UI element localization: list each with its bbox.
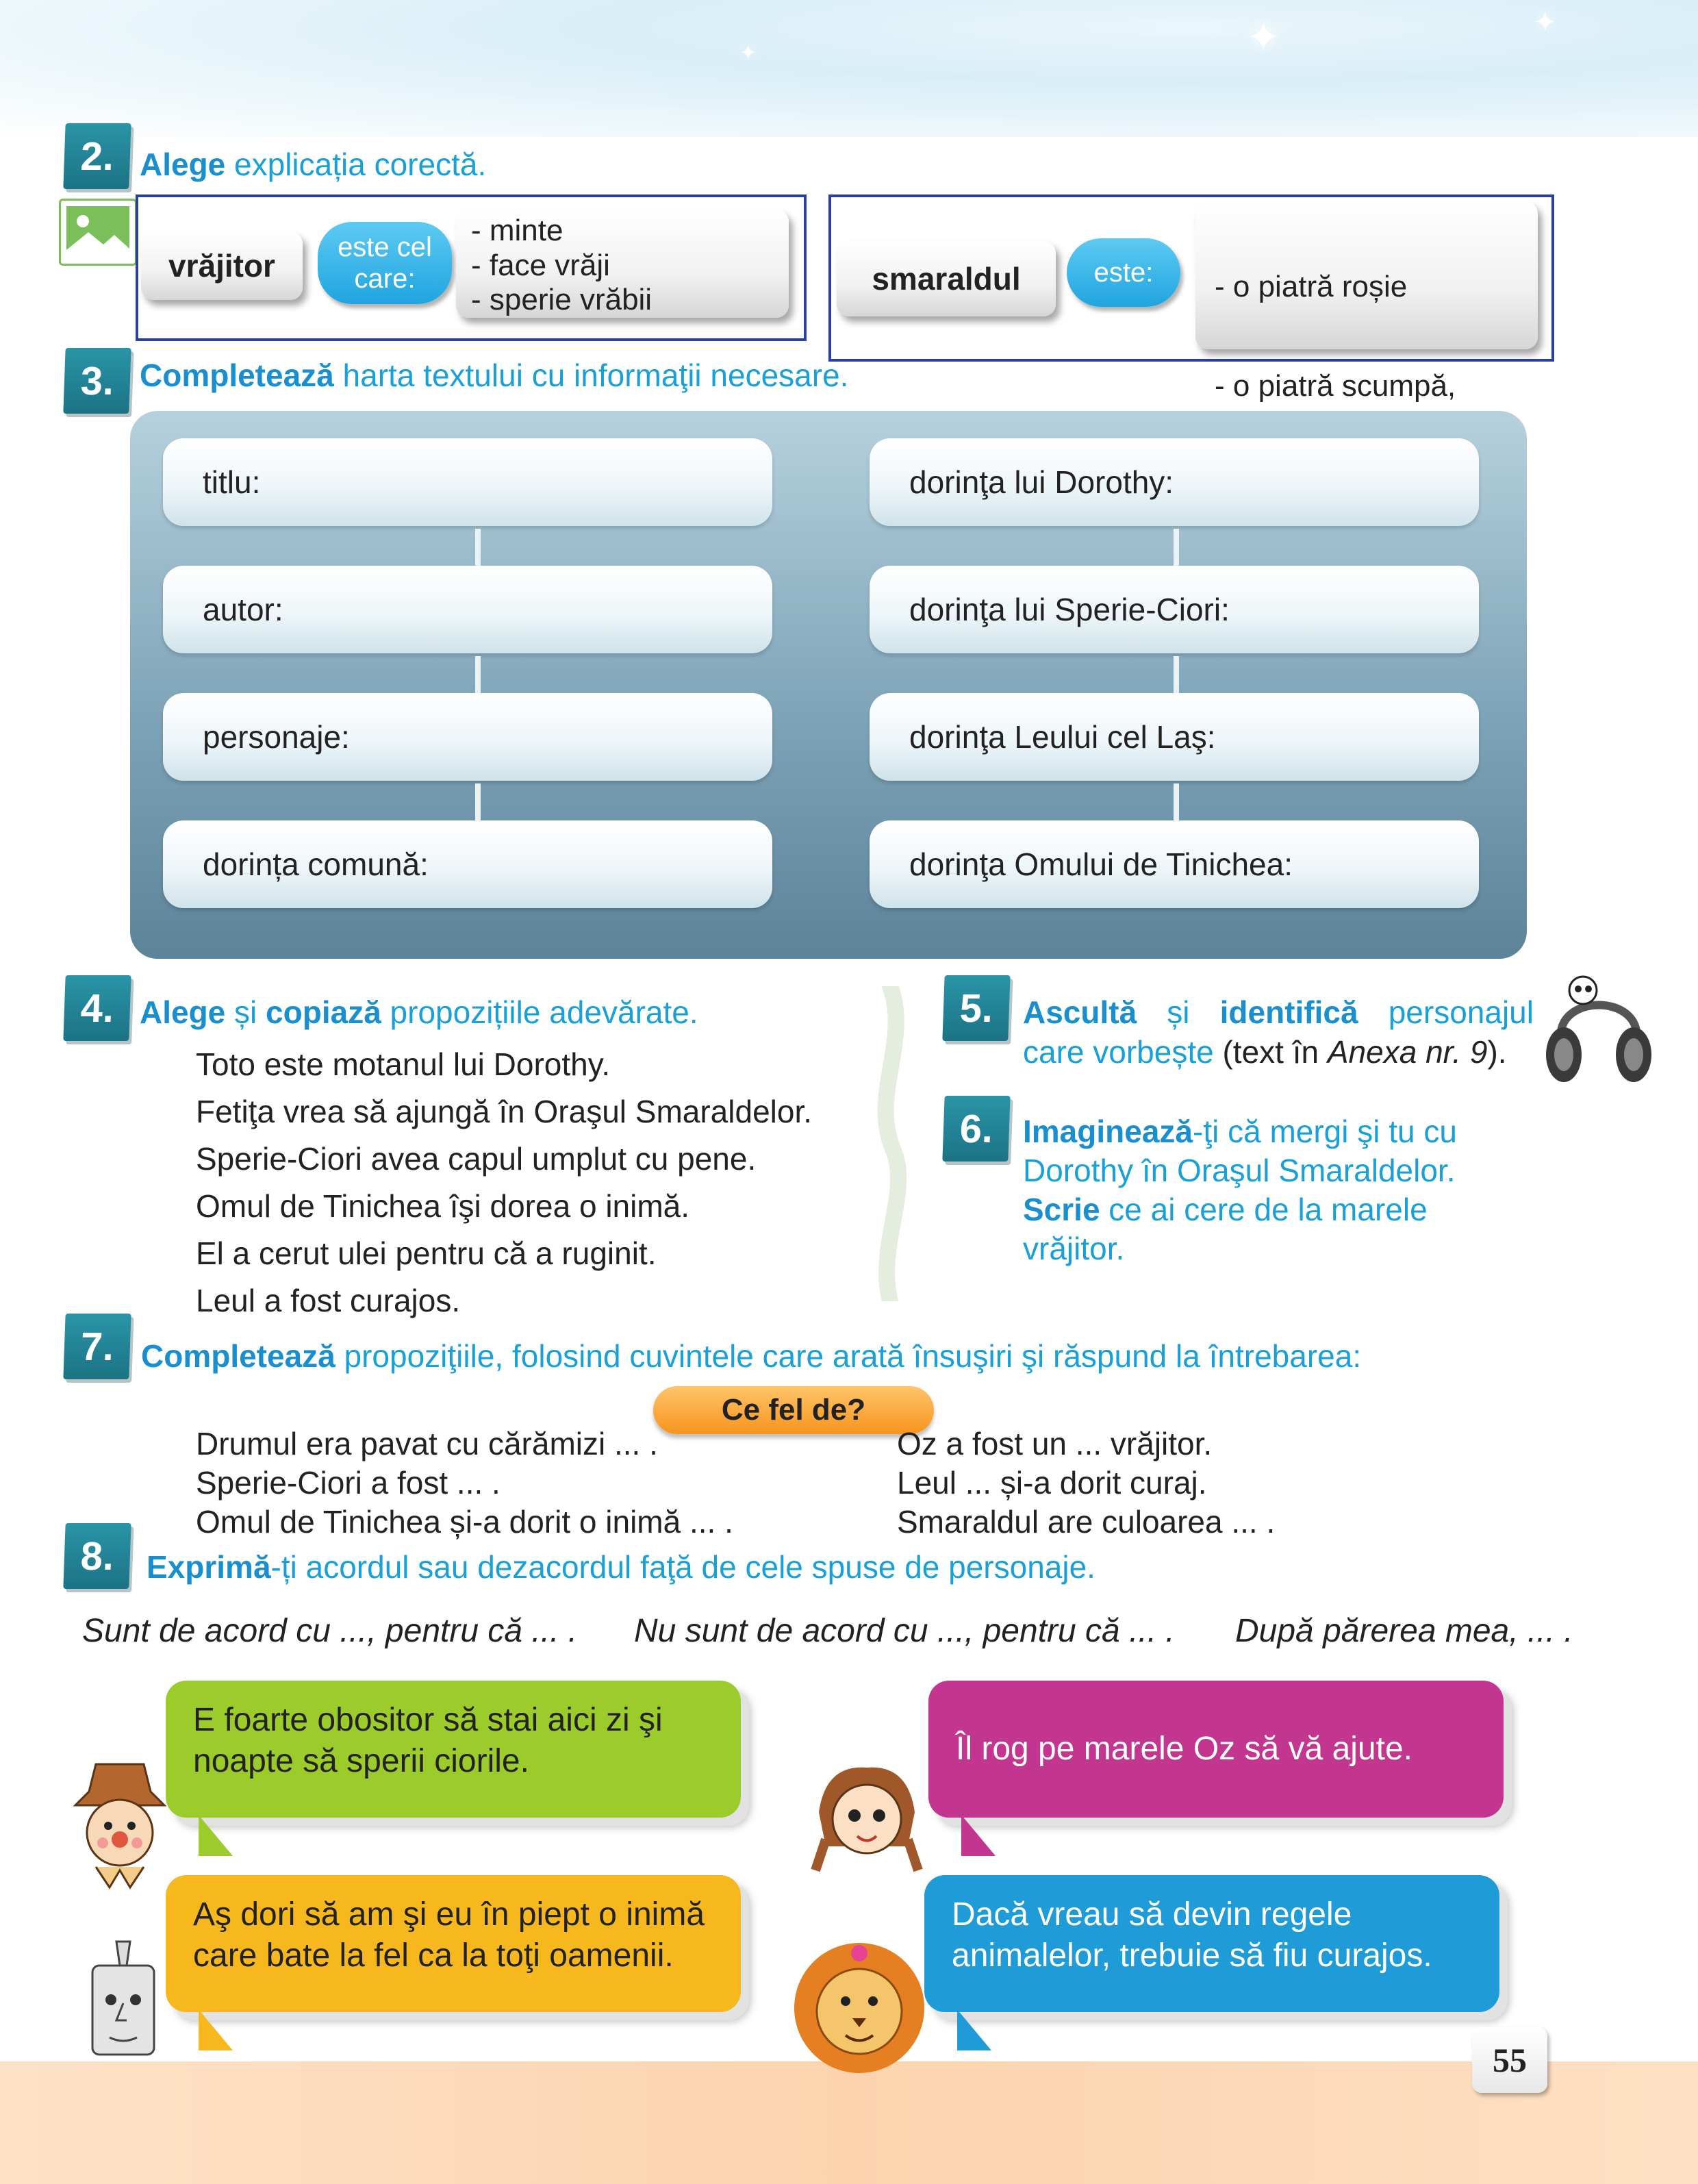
bubble-tail xyxy=(961,1815,996,1856)
map-field-titlu[interactable]: titlu: xyxy=(163,438,772,526)
option-item[interactable]: - sperie vrăbii xyxy=(471,283,652,317)
exercise-5-instruction xyxy=(1023,993,1534,1072)
top-decorative-band xyxy=(0,0,1698,137)
instruction-text: și xyxy=(1167,994,1190,1030)
phrase-disagree: Nu sunt de acord cu ..., pentru că ... . xyxy=(634,1613,1175,1649)
exercise-6-instruction xyxy=(1023,1112,1534,1268)
smaraldul-definition-box xyxy=(828,194,1554,403)
lion-character xyxy=(787,1933,931,2076)
connector-line xyxy=(475,783,481,823)
annex-reference-text: ). xyxy=(1487,1033,1507,1070)
options-card xyxy=(456,210,789,318)
instruction-text: explicația corectă. xyxy=(225,147,487,182)
instruction-text: ce ai cere de la marele xyxy=(1100,1192,1428,1227)
sentence-item[interactable]: Toto este motanul lui Dorothy. xyxy=(196,1046,611,1082)
instruction-text: Dorothy în Oraşul Smaraldelor. xyxy=(1023,1153,1456,1188)
scarecrow-character xyxy=(68,1757,171,1894)
exercise-number-2: 2. xyxy=(63,123,131,189)
connector-line xyxy=(475,529,481,568)
annex-reference: Anexa nr. 9 xyxy=(1327,1033,1488,1070)
question-badge: Ce fel de? xyxy=(653,1386,934,1434)
map-field-dorinta-sperie-ciori[interactable]: dorinţa lui Sperie-Ciori: xyxy=(870,566,1479,653)
speech-bubble-tinman: Aş dori să am şi eu în piept o inimă care bate la fel ca la toţi oamenii. xyxy=(166,1875,741,2012)
map-field-autor[interactable]: autor: xyxy=(163,566,772,653)
connector-pill: este: xyxy=(1067,238,1180,307)
option-item[interactable]: - o piatră scumpă, xyxy=(1215,368,1456,403)
instruction-text: personajul xyxy=(1388,994,1534,1030)
options-card xyxy=(1195,201,1538,403)
exercise-number-5: 5. xyxy=(942,975,1010,1041)
fill-sentence[interactable]: Sperie-Ciori a fost ... . xyxy=(196,1465,500,1501)
option-item[interactable]: - face vrăji xyxy=(471,248,610,282)
instruction-text: propoziţiile, folosind cuvintele care arată însuşiri şi răspund la întrebarea: xyxy=(335,1338,1362,1374)
map-field-dorinta-leului[interactable]: dorinţa Leului cel Laş: xyxy=(870,693,1479,781)
fill-sentence[interactable]: Drumul era pavat cu cărămizi ... . xyxy=(196,1426,658,1461)
sparkle-icon: ✦ xyxy=(1246,14,1281,60)
instruction-text: -ţi că mergi şi tu cu xyxy=(1193,1114,1457,1149)
connector-pill: este cel care: xyxy=(318,222,452,304)
exercise-number-6: 6. xyxy=(942,1096,1010,1162)
bubble-tail xyxy=(199,2009,233,2050)
speech-bubble-lion: Dacă vreau să devin regele animalelor, trebuie să fiu curajos. xyxy=(924,1875,1499,2012)
sentence-item[interactable]: Leul a fost curajos. xyxy=(196,1283,461,1318)
instruction-verb: copiază xyxy=(266,994,381,1030)
decorative-wisp xyxy=(863,986,917,1301)
tinman-character xyxy=(75,1938,171,2082)
instruction-verb: Imaginează xyxy=(1023,1114,1193,1149)
bubble-tail xyxy=(199,1815,233,1856)
text-map-panel xyxy=(130,411,1527,959)
instruction-text: vrăjitor. xyxy=(1023,1231,1125,1266)
connector-line xyxy=(1174,783,1179,823)
instruction-verb: Scrie xyxy=(1023,1192,1100,1227)
exercise-number-4: 4. xyxy=(63,975,131,1041)
vrajitor-definition-box xyxy=(136,194,807,341)
exercise-4-instruction xyxy=(140,993,698,1033)
sentence-list xyxy=(196,1041,812,1325)
exercise-3-instruction xyxy=(140,356,848,396)
word-card: smaraldul xyxy=(837,241,1056,316)
option-item[interactable]: - minte xyxy=(471,214,563,247)
map-field-personaje[interactable]: personaje: xyxy=(163,693,772,781)
phrase-agree: Sunt de acord cu ..., pentru că ... . xyxy=(82,1613,578,1649)
exercise-number-7: 7. xyxy=(63,1314,131,1379)
exercise-number-3: 3. xyxy=(63,348,131,414)
phrase-opinion: După părerea mea, ... . xyxy=(1235,1613,1573,1649)
instruction-text: și xyxy=(225,994,266,1030)
instruction-text: -ți acordul sau dezacordul faţă de cele spuse de personaje. xyxy=(270,1549,1095,1585)
instruction-verb: Alege xyxy=(140,994,226,1030)
headphones-icon xyxy=(1541,966,1657,1089)
sentence-item[interactable]: Sperie-Ciori avea capul umplut cu pene. xyxy=(196,1141,757,1177)
exercise-7-right-sentences xyxy=(897,1424,1275,1542)
option-item[interactable]: - o piatră roșie xyxy=(1215,269,1408,303)
image-placeholder-icon xyxy=(59,199,137,266)
connector-line xyxy=(475,656,481,696)
sentence-item[interactable]: El a cerut ulei pentru că a ruginit. xyxy=(196,1235,657,1271)
fill-sentence[interactable]: Oz a fost un ... vrăjitor. xyxy=(897,1426,1213,1461)
dorothy-character xyxy=(805,1757,928,1874)
exercise-7-instruction xyxy=(141,1337,1361,1377)
bottom-decorative-band xyxy=(0,2061,1698,2184)
bubble-tail xyxy=(957,2009,991,2050)
sparkle-icon: ✦ xyxy=(739,42,757,64)
instruction-verb: Ascultă xyxy=(1023,994,1137,1030)
exercise-2-instruction xyxy=(140,145,486,185)
map-field-dorinta-omului-de-tinichea[interactable]: dorinţa Omului de Tinichea: xyxy=(870,820,1479,908)
instruction-verb: Completează xyxy=(141,1338,335,1374)
exercise-7-left-sentences xyxy=(196,1424,733,1542)
connector-line xyxy=(1174,656,1179,696)
instruction-text: care vorbește xyxy=(1023,1033,1214,1070)
instruction-text: propozițiile adevărate. xyxy=(381,994,698,1030)
speech-bubble-scarecrow: E foarte obositor să stai aici zi şi noapte să sperii ciorile. xyxy=(166,1681,741,1818)
instruction-text: harta textului cu informaţii necesare. xyxy=(333,357,849,393)
annex-reference-text: (text în xyxy=(1213,1033,1328,1070)
map-field-dorinta-comuna[interactable]: dorința comună: xyxy=(163,820,772,908)
sentence-item[interactable]: Fetiţa vrea să ajungă în Oraşul Smaraldelor. xyxy=(196,1094,813,1129)
connector-line xyxy=(1174,529,1179,568)
sentence-item[interactable]: Omul de Tinichea îşi dorea o inimă. xyxy=(196,1188,690,1224)
sparkle-icon: ✦ xyxy=(1534,8,1557,38)
map-field-dorinta-dorothy[interactable]: dorinţa lui Dorothy: xyxy=(870,438,1479,526)
fill-sentence[interactable]: Omul de Tinichea și-a dorit o inimă ... . xyxy=(196,1504,733,1540)
speech-bubble-dorothy: Îl rog pe marele Oz să vă ajute. xyxy=(928,1681,1504,1818)
exercise-8-instruction xyxy=(147,1548,1095,1587)
fill-sentence[interactable]: Leul ... și-a dorit curaj. xyxy=(897,1465,1207,1501)
instruction-verb: Alege xyxy=(140,147,226,182)
instruction-verb: identifică xyxy=(1219,994,1358,1030)
instruction-verb: Exprimă xyxy=(147,1549,271,1585)
page-number: 55 xyxy=(1472,2027,1547,2093)
instruction-verb: Completează xyxy=(140,357,334,393)
word-card: vrăjitor xyxy=(141,231,303,300)
fill-sentence[interactable]: Smaraldul are culoarea ... . xyxy=(897,1504,1276,1540)
exercise-number-8: 8. xyxy=(63,1523,131,1589)
